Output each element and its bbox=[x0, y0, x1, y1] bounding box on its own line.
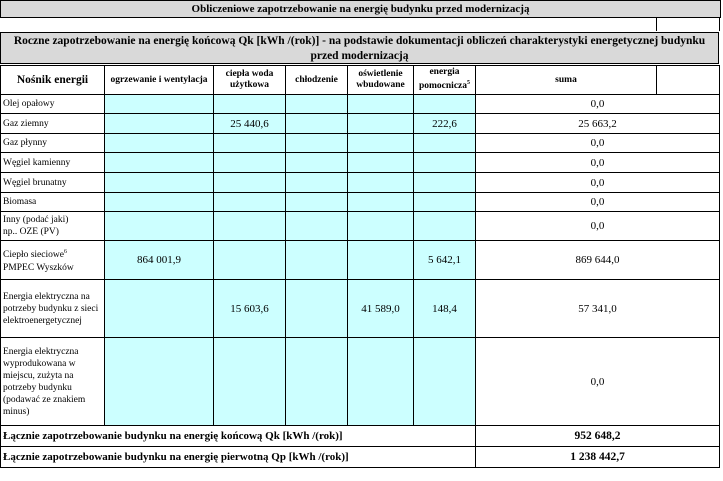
heating-cell[interactable] bbox=[105, 153, 214, 173]
heating-cell[interactable] bbox=[105, 114, 214, 134]
row-label: Ciepło sieciowe$^6$ PMPEC Wyszków bbox=[1, 241, 105, 280]
lighting-cell[interactable] bbox=[348, 114, 414, 134]
table-row bbox=[1, 338, 720, 426]
dhw-cell[interactable] bbox=[214, 241, 286, 280]
lighting-cell[interactable]: 41 589,0 bbox=[348, 280, 414, 338]
row-label: Gaz ziemny bbox=[1, 114, 105, 134]
table-row bbox=[1, 114, 720, 134]
dhw-cell[interactable]: 15 603,6 bbox=[214, 280, 286, 338]
sum-cell: 0,0 bbox=[476, 134, 720, 153]
cooling-cell[interactable] bbox=[286, 114, 348, 134]
header-heating: ogrzewanie i wentylacja bbox=[105, 66, 214, 95]
sum-cell: 0,0 bbox=[476, 193, 720, 212]
aux-cell[interactable] bbox=[414, 95, 476, 114]
sum-cell: 869 644,0 bbox=[476, 241, 720, 280]
cooling-cell[interactable] bbox=[286, 153, 348, 173]
aux-cell[interactable] bbox=[414, 212, 476, 241]
lighting-cell[interactable] bbox=[348, 193, 414, 212]
table-subtitle: Roczne zapotrzebowanie na energię końcową Qk [kWh /(rok)] - na podstawie dokumentacji obliczeń charakterystyki energetycznej budynku przed modernizacją bbox=[0, 32, 719, 64]
sum-cell: 0,0 bbox=[476, 153, 720, 173]
heating-cell[interactable] bbox=[105, 280, 214, 338]
sum-cell: 0,0 bbox=[476, 95, 720, 114]
aux-cell[interactable] bbox=[414, 134, 476, 153]
dhw-cell[interactable] bbox=[214, 338, 286, 426]
table-row bbox=[1, 134, 720, 153]
row-label: Inny (podać jaki) np.. OZE (PV) bbox=[1, 212, 105, 241]
sum-cell: 0,0 bbox=[476, 173, 720, 193]
heating-cell[interactable] bbox=[105, 212, 214, 241]
lighting-cell[interactable] bbox=[348, 95, 414, 114]
cooling-cell[interactable] bbox=[286, 280, 348, 338]
dhw-cell[interactable] bbox=[214, 193, 286, 212]
aux-cell[interactable] bbox=[414, 193, 476, 212]
row-label: Węgiel kamienny bbox=[1, 153, 105, 173]
table-row bbox=[1, 173, 720, 193]
cooling-cell[interactable] bbox=[286, 193, 348, 212]
aux-cell[interactable]: 5 642,1 bbox=[414, 241, 476, 280]
header-cooling: chłodzenie bbox=[286, 66, 348, 95]
row-label: Węgiel brunatny bbox=[1, 173, 105, 193]
heating-cell[interactable] bbox=[105, 173, 214, 193]
total-final-label: Łącznie zapotrzebowanie budynku na energię końcową Qk [kWh /(rok)] bbox=[1, 426, 476, 447]
table-row bbox=[1, 95, 720, 114]
sum-cell: 0,0 bbox=[476, 212, 720, 241]
cooling-cell[interactable] bbox=[286, 212, 348, 241]
header-dhw: ciepła woda użytkowa bbox=[214, 66, 286, 95]
lighting-cell[interactable] bbox=[348, 173, 414, 193]
row-label: Energia elektryczna wyprodukowana w miejscu, zużyta na potrzeby budynku (podawać ze znakiem minus) bbox=[1, 338, 105, 426]
dhw-cell[interactable] bbox=[214, 95, 286, 114]
lighting-cell[interactable] bbox=[348, 212, 414, 241]
sum-cell: 25 663,2 bbox=[476, 114, 720, 134]
aux-cell[interactable]: 222,6 bbox=[414, 114, 476, 134]
cooling-cell[interactable] bbox=[286, 134, 348, 153]
spacer-row bbox=[0, 17, 720, 31]
row-label: Biomasa bbox=[1, 193, 105, 212]
total-primary-label: Łącznie zapotrzebowanie budynku na energię pierwotną Qp [kWh /(rok)] bbox=[1, 447, 476, 468]
table-row bbox=[1, 280, 720, 338]
header-row bbox=[1, 66, 720, 95]
table-row bbox=[1, 212, 720, 241]
lighting-cell[interactable] bbox=[348, 338, 414, 426]
header-lighting: oświetlenie wbudowane bbox=[348, 66, 414, 95]
energy-table bbox=[0, 65, 720, 468]
aux-cell[interactable] bbox=[414, 173, 476, 193]
heating-cell[interactable] bbox=[105, 95, 214, 114]
total-primary-value: 1 238 442,7 bbox=[476, 447, 720, 468]
cooling-cell[interactable] bbox=[286, 338, 348, 426]
heating-cell[interactable] bbox=[105, 193, 214, 212]
header-carrier: Nośnik energii bbox=[1, 66, 105, 95]
heating-cell[interactable] bbox=[105, 338, 214, 426]
table-row bbox=[1, 193, 720, 212]
heating-cell[interactable]: 864 001,9 bbox=[105, 241, 214, 280]
table-row bbox=[1, 241, 720, 280]
dhw-cell[interactable] bbox=[214, 153, 286, 173]
heating-cell[interactable] bbox=[105, 134, 214, 153]
row-label: Gaz płynny bbox=[1, 134, 105, 153]
header-empty bbox=[657, 66, 720, 95]
row-label: Energia elektryczna na potrzeby budynku z sieci elektroenergetycznej bbox=[1, 280, 105, 338]
cooling-cell[interactable] bbox=[286, 173, 348, 193]
dhw-cell[interactable] bbox=[214, 173, 286, 193]
header-aux: energia pomocnicza$^5$ bbox=[414, 66, 476, 95]
dhw-cell[interactable] bbox=[214, 212, 286, 241]
total-final-row bbox=[1, 426, 720, 447]
header-sum: suma bbox=[476, 66, 657, 95]
lighting-cell[interactable] bbox=[348, 153, 414, 173]
dhw-cell[interactable] bbox=[214, 134, 286, 153]
table-row bbox=[1, 153, 720, 173]
aux-cell[interactable] bbox=[414, 338, 476, 426]
table-title: Obliczeniowe zapotrzebowanie na energię budynku przed modernizacją bbox=[0, 0, 721, 18]
cooling-cell[interactable] bbox=[286, 241, 348, 280]
sum-cell: 0,0 bbox=[476, 338, 720, 426]
cooling-cell[interactable] bbox=[286, 95, 348, 114]
total-final-value: 952 648,2 bbox=[476, 426, 720, 447]
aux-cell[interactable] bbox=[414, 153, 476, 173]
sum-cell: 57 341,0 bbox=[476, 280, 720, 338]
lighting-cell[interactable] bbox=[348, 134, 414, 153]
dhw-cell[interactable]: 25 440,6 bbox=[214, 114, 286, 134]
row-label: Olej opałowy bbox=[1, 95, 105, 114]
total-primary-row bbox=[1, 447, 720, 468]
lighting-cell[interactable] bbox=[348, 241, 414, 280]
aux-cell[interactable]: 148,4 bbox=[414, 280, 476, 338]
